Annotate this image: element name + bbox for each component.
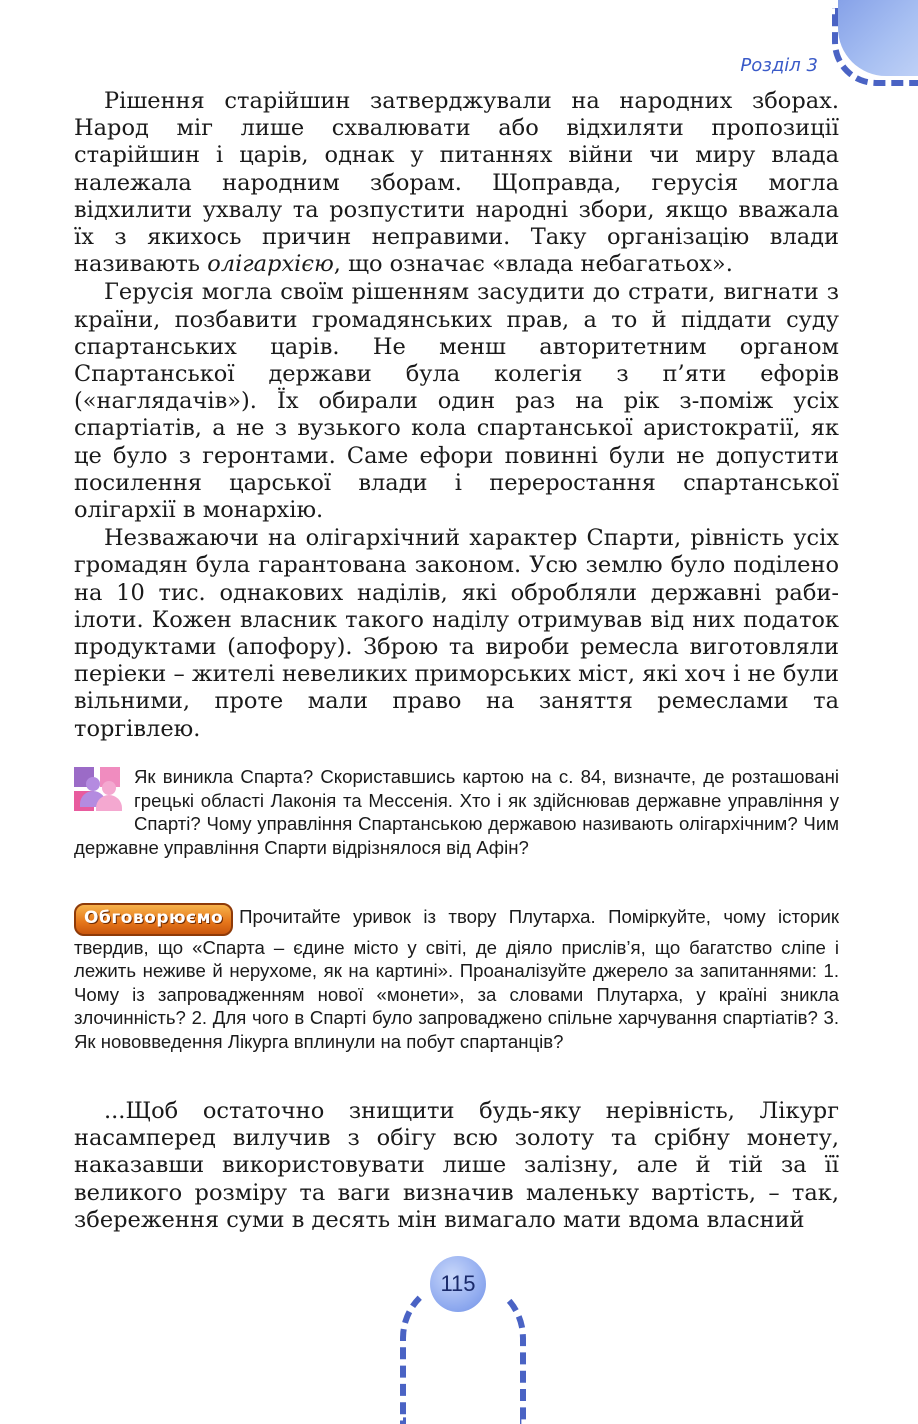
discussion-block bbox=[74, 903, 839, 1054]
quote-text: ...Щоб остаточно знищити будь-яку нерівність, Лікург насамперед вилучив з обігу всю золоту та срібну монету, наказавши використовувати лише залізну, але й тій за її великого розміру та ваги визначив маленьку вартість, – так, збереження суми в десять мін вимагало мати вдома власний bbox=[74, 1098, 839, 1233]
section-label: Розділ 3 bbox=[740, 55, 818, 76]
term-oligarchy: олігархією bbox=[207, 251, 334, 278]
questions-text: Як виникла Спарта? Скориставшись картою на с. 84, визначте, де розташовані грецькі області Лаконія та Мессенія. Хто і як здійснював державне управління у Спарті? Чому управління Спартанською державою називають олігархічним? Чим державне управління Спарти відрізнялося від Афін? bbox=[74, 766, 839, 858]
main-text bbox=[74, 88, 839, 743]
discussion-people-icon bbox=[74, 767, 124, 815]
paragraph-2: Герусія могла своїм рішенням засудити до страти, вигнати з країни, позбавити громадянських прав, а то й піддати суду спартанських царів. Не менш авторитетним органом Спартанської держави була колегія з п’яти ефорів («наглядачів»). Їх обирали один раз на рік з-поміж усіх спартіатів, а не з вузького кола спартанської аристократії, як це було з геронтами. Саме ефори повинні були не допустити посилення царської влади і переростання спартанської олігархії в монархію. bbox=[74, 279, 839, 524]
source-quote bbox=[74, 1098, 839, 1234]
discussion-badge: Обговорюємо bbox=[74, 903, 233, 936]
paragraph-1: Рішення старійшин затверджували на народних зборах. Народ міг лише схвалювати або відхиляти пропозиції старійшин і царів, однак у питаннях війни чи миру влада належала народним зборам. Щоправда, герусія могла відхилити ухвалу та розпустити народні збори, якщо вважала їх з якихось причин неправими. Таку організацію влади називають олігархією, що означає «влада небагатьох». bbox=[74, 88, 839, 278]
page-number: 115 bbox=[430, 1256, 486, 1312]
paragraph-3: Незважаючи на олігархічний характер Спарти, рівність усіх громадян була гарантована законом. Усю землю було поділено на 10 тис. однакових наділів, які обробляли державні раби-ілоти. Кожен власник такого наділу отримував від них податок продуктами (апофору). Зброю та вироби ремесла виготовляли періеки – жителі невеликих приморських міст, які хоч і не були вільними, проте мали право на заняття ремеслами та торгівлею. bbox=[74, 525, 839, 742]
questions-block bbox=[74, 765, 839, 859]
corner-dashed-border bbox=[832, 8, 918, 86]
discussion-text: Прочитайте уривок із твору Плутарха. Поміркуйте, чому історик твердив, що «Спарта – єдине місто у світі, де діяло прислів’я, що багатство сліпе і лежить неживе й нерухоме, як на картині». Проаналізуйте джерело за запитаннями: 1. Чому із запровадженням нової «монети», за словами Плутарха, у країні зникла злочинність? 2. Для чого в Спарті було запроваджено спільне харчування спартіатів? 3. Як нововведення Лікурга вплинули на побут спартанців? bbox=[74, 906, 839, 1052]
